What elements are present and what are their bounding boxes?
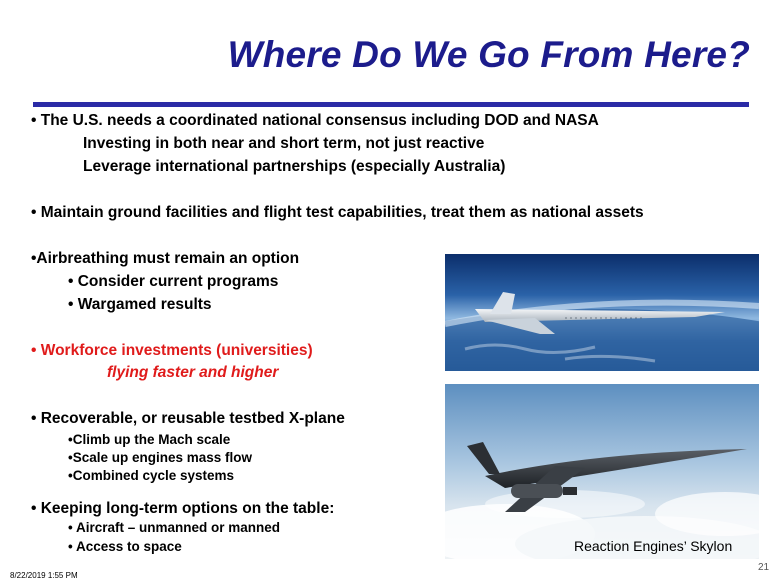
- bullet-airbreathing-sub1: • Consider current programs: [68, 273, 279, 290]
- bullet-airbreathing-sub2: • Wargamed results: [68, 296, 212, 313]
- bullet-ground-facilities: • Maintain ground facilities and flight test capabilities, treat them as national assets: [31, 204, 644, 221]
- bullet-consensus: • The U.S. needs a coordinated national consensus including DOD and NASA: [31, 112, 599, 129]
- hypersonic-aircraft-image: [445, 254, 759, 371]
- skylon-image: [445, 384, 759, 559]
- footer-date: 8/22/2019 1:55 PM: [10, 571, 78, 580]
- bullet-consensus-sub1: Investing in both near and short term, not just reactive: [83, 135, 485, 152]
- bullet-workforce-sub1: flying faster and higher: [107, 364, 279, 381]
- bullet-long-term-sub2: • Access to space: [68, 539, 182, 554]
- bullet-xplane-sub1: •Climb up the Mach scale: [68, 432, 231, 447]
- bullet-airbreathing: •Airbreathing must remain an option: [31, 250, 300, 267]
- bullet-xplane: • Recoverable, or reusable testbed X-plane: [31, 410, 345, 427]
- bullet-xplane-sub2: •Scale up engines mass flow: [68, 450, 253, 465]
- bullet-xplane-sub3: •Combined cycle systems: [68, 468, 235, 483]
- title-divider: [33, 102, 749, 107]
- bullet-consensus-sub2: Leverage international partnerships (especially Australia): [83, 158, 506, 175]
- image-caption: Reaction Engines’ Skylon: [574, 538, 733, 554]
- page-number: 21: [758, 562, 770, 573]
- bullet-long-term-sub1: • Aircraft – unmanned or manned: [68, 520, 281, 535]
- page-title: Where Do We Go From Here?: [227, 34, 750, 75]
- bullet-workforce: • Workforce investments (universities): [31, 342, 313, 359]
- bullet-long-term: • Keeping long-term options on the table:: [31, 500, 335, 517]
